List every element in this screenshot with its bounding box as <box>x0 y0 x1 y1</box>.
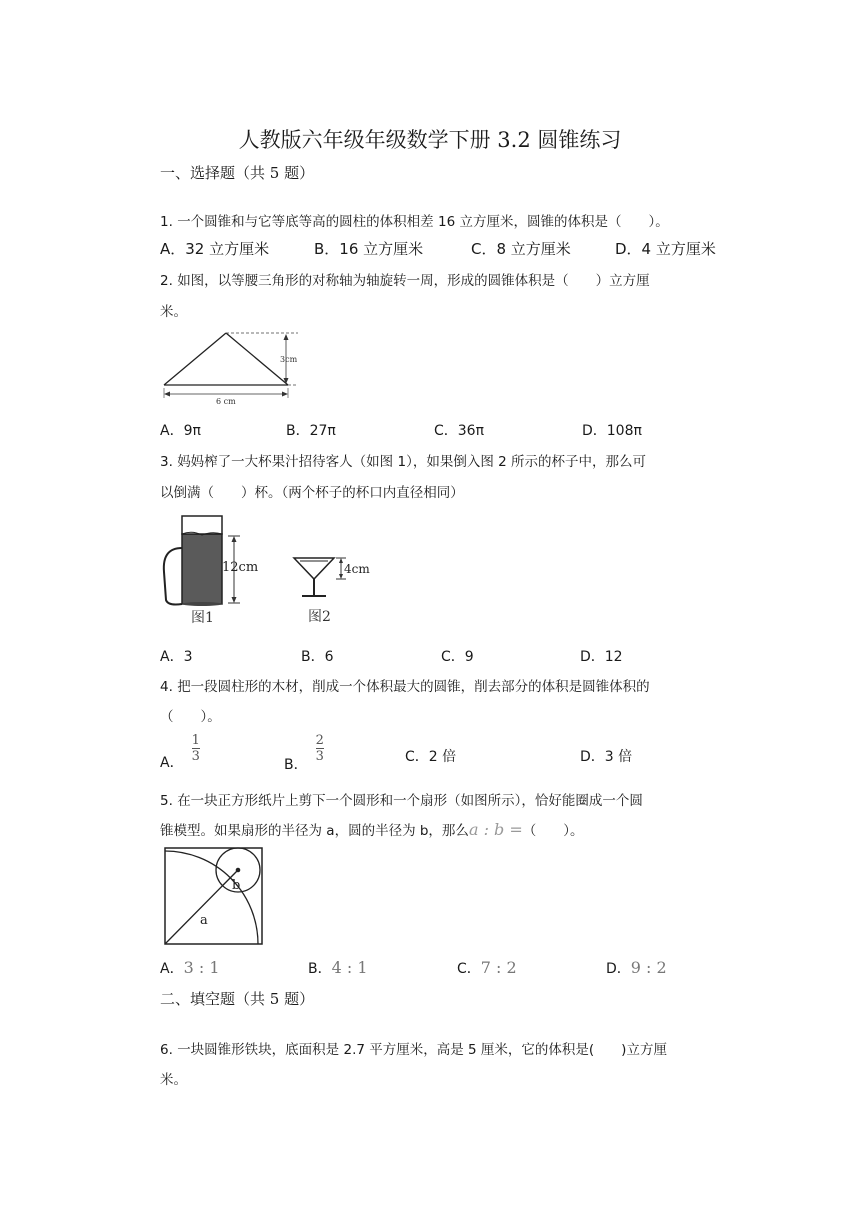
option-c[interactable] <box>457 958 517 978</box>
numerator: 1 <box>191 733 200 748</box>
option-letter: A． <box>160 961 184 977</box>
fraction <box>316 734 324 763</box>
option-a[interactable]: A．32 立方厘米 <box>160 240 270 258</box>
option-a[interactable]: A．3 <box>160 649 193 665</box>
question-1 <box>160 212 669 232</box>
section-heading-fill: 二、填空题（共 5 题） <box>160 990 315 1008</box>
question-number: 3. <box>160 454 173 470</box>
question-3-line2: 以倒满（ ）杯。（两个杯子的杯口内直径相同） <box>160 485 464 501</box>
option-letter: B． <box>284 757 308 773</box>
fig1-caption: 图1 <box>191 610 214 626</box>
fig1-height-label: 12cm <box>222 560 259 575</box>
label-a: a <box>200 913 208 928</box>
question-number: 2. <box>160 273 173 289</box>
fig2-caption: 图2 <box>308 609 331 625</box>
base-label: 6 cm <box>216 397 236 406</box>
question-text: 妈妈榨了一大杯果汁招待客人（如图 1），如果倒入图 2 所示的杯子中，那么可 <box>177 454 646 470</box>
question-2-line2: 米。 <box>160 304 187 320</box>
option-d[interactable] <box>606 958 667 978</box>
option-letter: D． <box>606 961 631 977</box>
question-text: 一个圆锥和与它等底等高的圆柱的体积相差 16 立方厘米，圆锥的体积是（ ）。 <box>177 214 669 230</box>
square-sector-figure <box>160 845 266 947</box>
denominator: 3 <box>315 749 324 764</box>
option-b[interactable]: B．6 <box>301 649 334 665</box>
question-5-line2 <box>160 820 584 841</box>
option-a[interactable] <box>160 734 200 772</box>
question-number: 1. <box>160 214 173 230</box>
page-title: 人教版六年级年级数学下册 3.2 圆锥练习 <box>238 128 622 152</box>
question-text: 在一块正方形纸片上剪下一个圆形和一个扇形（如图所示），恰好能圈成一个圆 <box>177 793 643 809</box>
triangle-figure <box>158 326 308 406</box>
option-ratio: 3 : 1 <box>183 958 220 977</box>
option-b[interactable] <box>284 734 324 774</box>
fraction <box>192 734 200 763</box>
option-d[interactable]: D．12 <box>580 649 623 665</box>
question-5 <box>160 791 643 811</box>
option-letter: B． <box>308 961 332 977</box>
option-text: 3 倍 <box>604 749 633 765</box>
question-number: 5. <box>160 793 173 809</box>
denominator: 3 <box>191 749 200 764</box>
question-text: 锥模型。如果扇形的半径为 a，圆的半径为 b，那么 <box>160 823 469 839</box>
option-c[interactable]: C．8 立方厘米 <box>471 240 571 258</box>
option-letter: C． <box>405 749 429 765</box>
ratio-expression: a : b = <box>468 820 523 839</box>
option-b[interactable]: B．16 立方厘米 <box>314 240 424 258</box>
question-text: 一块圆锥形铁块，底面积是 2.7 平方厘米，高是 5 厘米，它的体积是( )立方厘 <box>177 1042 667 1058</box>
option-d[interactable]: D．4 立方厘米 <box>615 240 716 258</box>
option-ratio: 7 : 2 <box>480 958 517 977</box>
option-b[interactable] <box>308 958 368 978</box>
option-ratio: 9 : 2 <box>630 958 667 977</box>
question-4-line2: （ ）。 <box>160 709 221 725</box>
option-a[interactable]: A．9π <box>160 423 201 439</box>
question-text: （ ）。 <box>522 823 584 839</box>
section-heading-choice: 一、选择题（共 5 题） <box>160 164 315 182</box>
question-number: 6. <box>160 1042 173 1058</box>
cups-figure <box>158 508 378 628</box>
fig2-height-label: 4cm <box>344 562 370 576</box>
option-c[interactable]: C．9 <box>441 649 474 665</box>
height-label: 3cm <box>280 355 298 364</box>
question-3 <box>160 452 646 472</box>
option-d[interactable] <box>580 746 632 766</box>
question-4 <box>160 677 650 697</box>
question-text: 如图，以等腰三角形的对称轴为轴旋转一周，形成的圆锥体积是（ ）立方厘 <box>177 273 650 289</box>
option-c[interactable] <box>405 746 456 766</box>
option-b[interactable]: B．27π <box>286 423 336 439</box>
question-6 <box>160 1040 667 1060</box>
option-ratio: 4 : 1 <box>331 958 368 977</box>
label-b: b <box>232 878 241 893</box>
option-letter: A． <box>160 755 184 771</box>
numerator: 2 <box>315 733 324 748</box>
option-c[interactable]: C．36π <box>434 423 485 439</box>
option-letter: D． <box>580 749 605 765</box>
question-number: 4. <box>160 679 173 695</box>
question-2 <box>160 271 650 291</box>
question-text: 把一段圆柱形的木材，削成一个体积最大的圆锥，削去部分的体积是圆锥体积的 <box>177 679 650 695</box>
option-letter: C． <box>457 961 481 977</box>
option-a[interactable] <box>160 958 220 978</box>
option-text: 2 倍 <box>428 749 457 765</box>
option-d[interactable]: D．108π <box>582 423 642 439</box>
question-6-line2: 米。 <box>160 1072 187 1088</box>
